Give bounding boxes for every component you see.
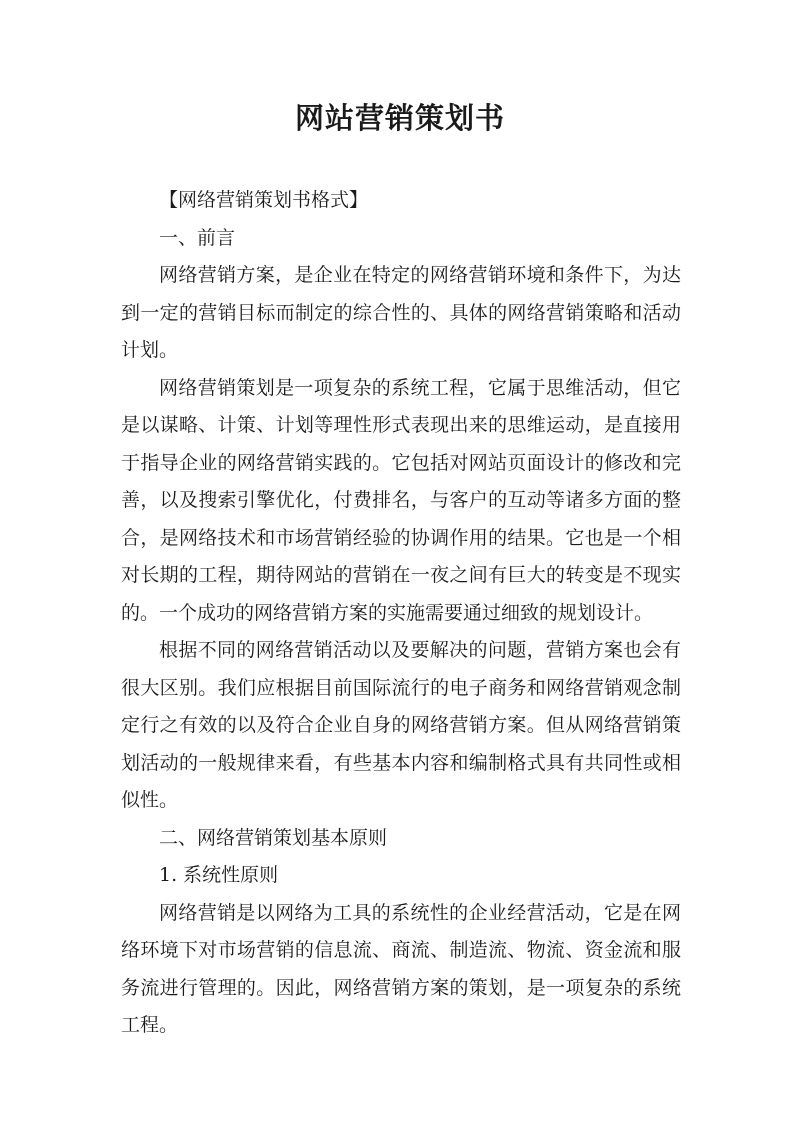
subsection-heading: 1. 系统性原则 (159, 864, 279, 886)
document-body (121, 182, 681, 1045)
paragraph: 根据不同的网络营销活动以及要解决的问题，营销方案也会有很大区别。我们应根据目前国际流行的电子商务和网络营销观念制定行之有效的以及符合企业自身的网络营销方案。但从网络营销策划活动的一般规律来看，有些基本内容和编制格式具有共同性或相似性。 (121, 639, 681, 811)
format-heading: 【网络营销策划书格式】 (159, 189, 369, 211)
paragraph: 网络营销策划是一项复杂的系统工程，它属于思维活动，但它是以谋略、计策、计划等理性形式表现出来的思维运动，是直接用于指导企业的网络营销实践的。它包括对网站页面设计的修改和完善，以及搜索引擎优化，付费排名，与客户的互动等诸多方面的整合，是网络技术和市场营销经验的协调作用的结果。它也是一个相对长期的工程，期待网站的营销在一夜之间有巨大的转变是不现实的。一个成功的网络营销方案的实施需要通过细致的规划设计。 (121, 376, 681, 624)
document-title: 网站营销策划书 (294, 101, 505, 135)
paragraph: 网络营销方案，是企业在特定的网络营销环境和条件下，为达到一定的营销目标而制定的综合性的、具体的网络营销策略和活动计划。 (121, 264, 681, 361)
paragraph: 网络营销是以网络为工具的系统性的企业经营活动，它是在网络环境下对市场营销的信息流、商流、制造流、物流、资金流和服务流进行管理的。因此，网络营销方案的策划，是一项复杂的系统工程。 (121, 901, 681, 1036)
section-heading-principles: 二、网络营销策划基本原则 (159, 826, 388, 849)
section-heading-preface: 一、前言 (159, 226, 236, 249)
